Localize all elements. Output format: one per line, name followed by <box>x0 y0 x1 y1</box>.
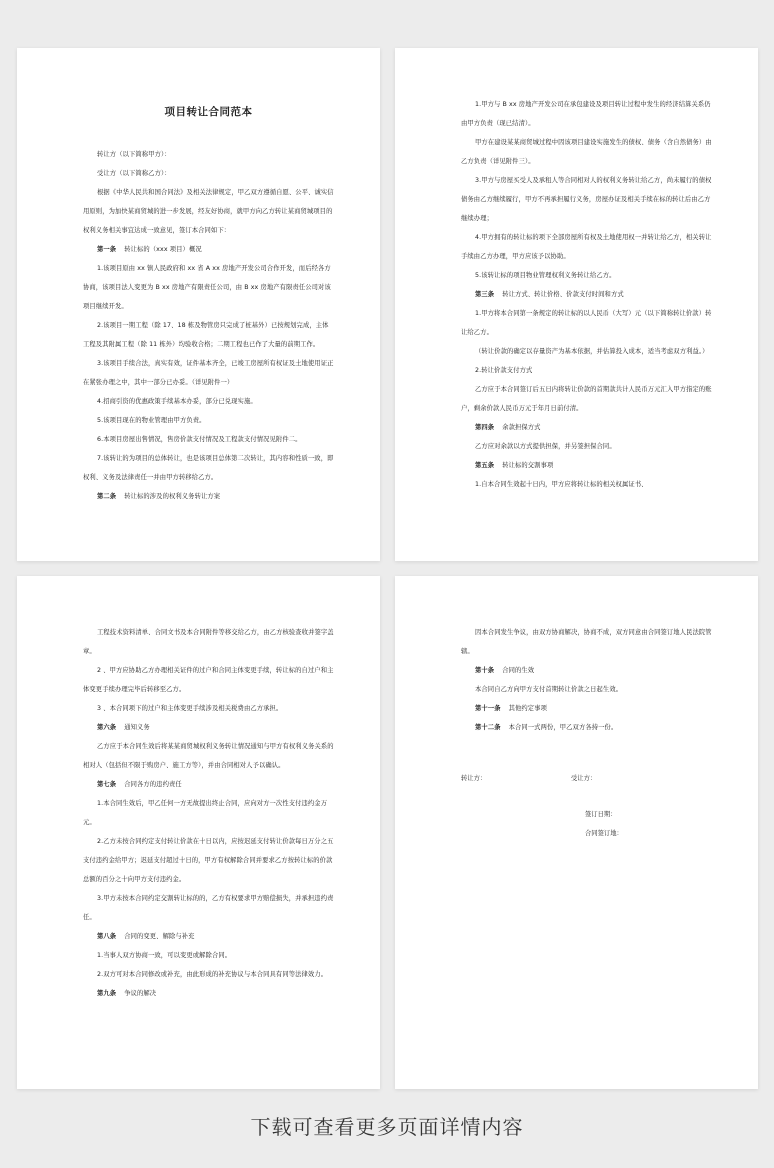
paragraph: 1.甲方与 B xx 房地产开发公司在承包建设及项目转让过程中发生的经济结算关系仍由甲方负责（现已结清）。 <box>461 101 711 127</box>
paragraph: 3.该项目手续合法，真实有效，证件基本齐全，已竣工房屋所有权证及土地使用证正在紧张办理之中，其中一部分已办妥。（详见附件一） <box>83 360 334 386</box>
section-heading <box>83 240 334 259</box>
section-title: 争议的解决 <box>124 990 157 997</box>
section-number: 第十条 <box>475 667 495 674</box>
paragraph: 6.本项目房屋出售情况，售房价款支付情况及工程款支付情况见附件二。 <box>97 436 302 443</box>
paragraph: 乙方应于本合同签订后五日内将转让价款的首期款共计人民币万元汇入甲方指定的账户，剩余价款人民币万元于年月日前付清。 <box>461 386 712 412</box>
paragraph: 1.自本合同生效起十日内，甲方应将转让标的相关权属证书、 <box>475 481 648 488</box>
document-page-2 <box>395 48 758 561</box>
section-heading <box>461 661 712 680</box>
paragraph: 乙方应于本合同生效后将某某商贸城权利义务转让情况通知与甲方有权利义务关系的相对人（包括但不限于购房户、施工方等），并由合同相对人予以确认。 <box>83 743 334 769</box>
paragraph: 3.甲方与房屋买受人及承租人等合同相对人的权利义务转让给乙方，尚未履行的债权债务由乙方继续履行，甲方不再承担履行义务，房屋办证及相关手续在标的转让后由乙方继续办理； <box>461 177 712 222</box>
document-page-3 <box>17 576 380 1089</box>
paragraph: 受让方（以下简称乙方）： <box>97 170 171 177</box>
paragraph: 1.甲方将本合同第一条规定的转让标的以人民币（大写）元（以下简称转让价款）转让给乙方。 <box>461 310 712 336</box>
section-title: 通知义务 <box>124 724 150 731</box>
section-number: 第三条 <box>475 291 495 298</box>
section-heading <box>461 718 712 737</box>
section-heading <box>461 418 712 437</box>
section-title: 其他约定事项 <box>508 705 547 712</box>
paragraph: 1.该项目原由 xx 镇人民政府和 xx 省 A xx 房地产开发公司合作开发，而后经各方协商，该项目法人变更为 B xx 房地产有限责任公司，由 B xx 房地产有限责任公司对该项目继续开发。 <box>83 265 331 310</box>
document-title: 项目转让合同范本 <box>164 106 253 118</box>
paragraph: 7.该转让的为项目的总体转让，也是该项目总体第二次转让，其内容和性质一致，即权利、义务及法律责任一并由甲方转移给乙方。 <box>83 455 334 481</box>
paragraph: 工程技术资料清单、合同文书及本合同附件等移交给乙方，由乙方核验查收并签字盖章。 <box>83 629 334 655</box>
section-title: 转让方式、转让价格、价款支付时间和方式 <box>502 291 624 298</box>
paragraph: 因本合同发生争议，由双方协商解决，协商不成，双方同意由合同签订地人民法院管辖。 <box>461 629 712 655</box>
paragraph: 4.招商引资的优惠政策手续基本办妥，部分已兑现实施。 <box>97 398 257 405</box>
section-number: 第五条 <box>475 462 495 469</box>
document-page-1 <box>17 48 380 561</box>
page-1-content <box>83 104 334 506</box>
section-number: 第四条 <box>475 424 495 431</box>
paragraph: 3.甲方未按本合同约定交割转让标的的，乙方有权要求甲方赔偿损失，并承担违约责任。 <box>83 895 334 921</box>
section-heading <box>461 456 712 475</box>
section-number: 第十二条 <box>475 724 501 731</box>
section-number: 第九条 <box>97 990 117 997</box>
paragraph: 根据《中华人民共和国合同法》及相关法律规定，甲乙双方遵循自愿、公平、诚实信用原则，为加快某商贸城的进一步发展，经友好协商，就甲方向乙方转让某商贸城项目的权利义务相关事宜达成一致意见，签订本合同如下： <box>83 189 334 234</box>
paragraph: （转让价款的确定以存量资产为基本依据，并估算投入成本，适当考虑双方利益。） <box>475 348 709 355</box>
sign-date-label: 签订日期： <box>585 811 617 818</box>
section-heading <box>461 285 712 304</box>
page-1-paragraphs <box>83 145 334 506</box>
page-4-content <box>461 623 712 847</box>
page-3-paragraphs <box>83 623 334 1003</box>
section-title: 合同的变更、解除与补充 <box>124 933 195 940</box>
paragraph: 甲方在建设某某商贸城过程中因该项目建设实施发生的债权、债务（含自然债务）由乙方负责（详见附件三）。 <box>461 139 712 165</box>
download-hint: 下载可查看更多页面详情内容 <box>250 1115 524 1139</box>
section-heading <box>83 775 334 794</box>
paragraph: 1.本合同生效后，甲乙任何一方无故提出终止合同，应向对方一次性支付违约金万元。 <box>83 800 328 826</box>
sign-place-label: 合同签订地： <box>585 830 623 837</box>
page-3-content <box>83 623 334 1003</box>
section-number: 第六条 <box>97 724 117 731</box>
section-title: 余款担保方式 <box>502 424 541 431</box>
section-title: 合同的生效 <box>502 667 535 674</box>
section-heading <box>83 984 334 1003</box>
section-heading <box>83 927 334 946</box>
section-title: 转让标的交割事项 <box>502 462 554 469</box>
section-number: 第十一条 <box>475 705 501 712</box>
section-title: 转让标的涉及的权利义务转让方案 <box>124 493 221 500</box>
page-4-paragraphs <box>461 623 712 737</box>
paragraph: 本合同自乙方向甲方支付首期转让价款之日起生效。 <box>475 686 623 693</box>
paragraph: 2.转让价款支付方式 <box>475 367 533 374</box>
section-number: 第八条 <box>97 933 117 940</box>
section-number: 第一条 <box>97 246 117 253</box>
transferee-label: 受让方： <box>571 775 597 782</box>
page-2-content <box>461 95 712 494</box>
signature-block <box>461 737 712 847</box>
transferor-label: 转让方： <box>461 775 487 782</box>
section-title: 转让标的（xxx 项目）概况 <box>124 246 202 253</box>
paragraph: 2.乙方未按合同约定支付转让价款在十日以内，应按迟延支付转让价款每日万分之五支付违约金给甲方；迟延支付超过十日的，甲方有权解除合同并要求乙方按转让标的价款总额的百分之十向甲方支付违约金。 <box>83 838 334 883</box>
section-title: 合同各方的违约责任 <box>124 781 182 788</box>
section-number: 第七条 <box>97 781 117 788</box>
paragraph: 1.当事人双方协商一致，可以变更或解除合同。 <box>97 952 232 959</box>
section-heading <box>461 699 712 718</box>
paragraph: 3 、本合同项下的过户和主体变更手续涉及相关税费由乙方承担。 <box>97 705 283 712</box>
section-title: 本合同一式两份，甲乙双方各持一份。 <box>508 724 618 731</box>
page-2-paragraphs <box>461 95 712 494</box>
paragraph: 2 、甲方应协助乙方办理相关证件的过户和合同主体变更手续，转让标的自过户和主体变更手续办理完毕后转移至乙方。 <box>83 667 334 693</box>
paragraph: 5.该转让标的项目物业管理权利义务转让给乙方。 <box>475 272 616 279</box>
document-page-4 <box>395 576 758 1089</box>
section-heading <box>83 487 334 506</box>
paragraph: 4.甲方拥有的转让标的项下全部房屋所有权及土地使用权一并转让给乙方，相关转让手续由乙方办理，甲方应该予以协助。 <box>461 234 712 260</box>
paragraph: 5.该项目现在的物业管理由甲方负责。 <box>97 417 206 424</box>
paragraph: 转让方（以下简称甲方）： <box>97 151 171 158</box>
section-heading <box>83 718 334 737</box>
section-number: 第二条 <box>97 493 117 500</box>
paragraph: 乙方应对余款以方式提供担保，并另签担保合同。 <box>475 443 616 450</box>
paragraph: 2.该项目一期工程（除 17、18 栋及物管房只完成了桩基外）已按规划完成，主体工程及其附属工程（除 11 栋外）均验收合格；二期工程也已作了大量的前期工作。 <box>83 322 329 348</box>
paragraph: 2.双方可对本合同修改或补充，由此形成的补充协议与本合同具有同等法律效力。 <box>97 971 328 978</box>
